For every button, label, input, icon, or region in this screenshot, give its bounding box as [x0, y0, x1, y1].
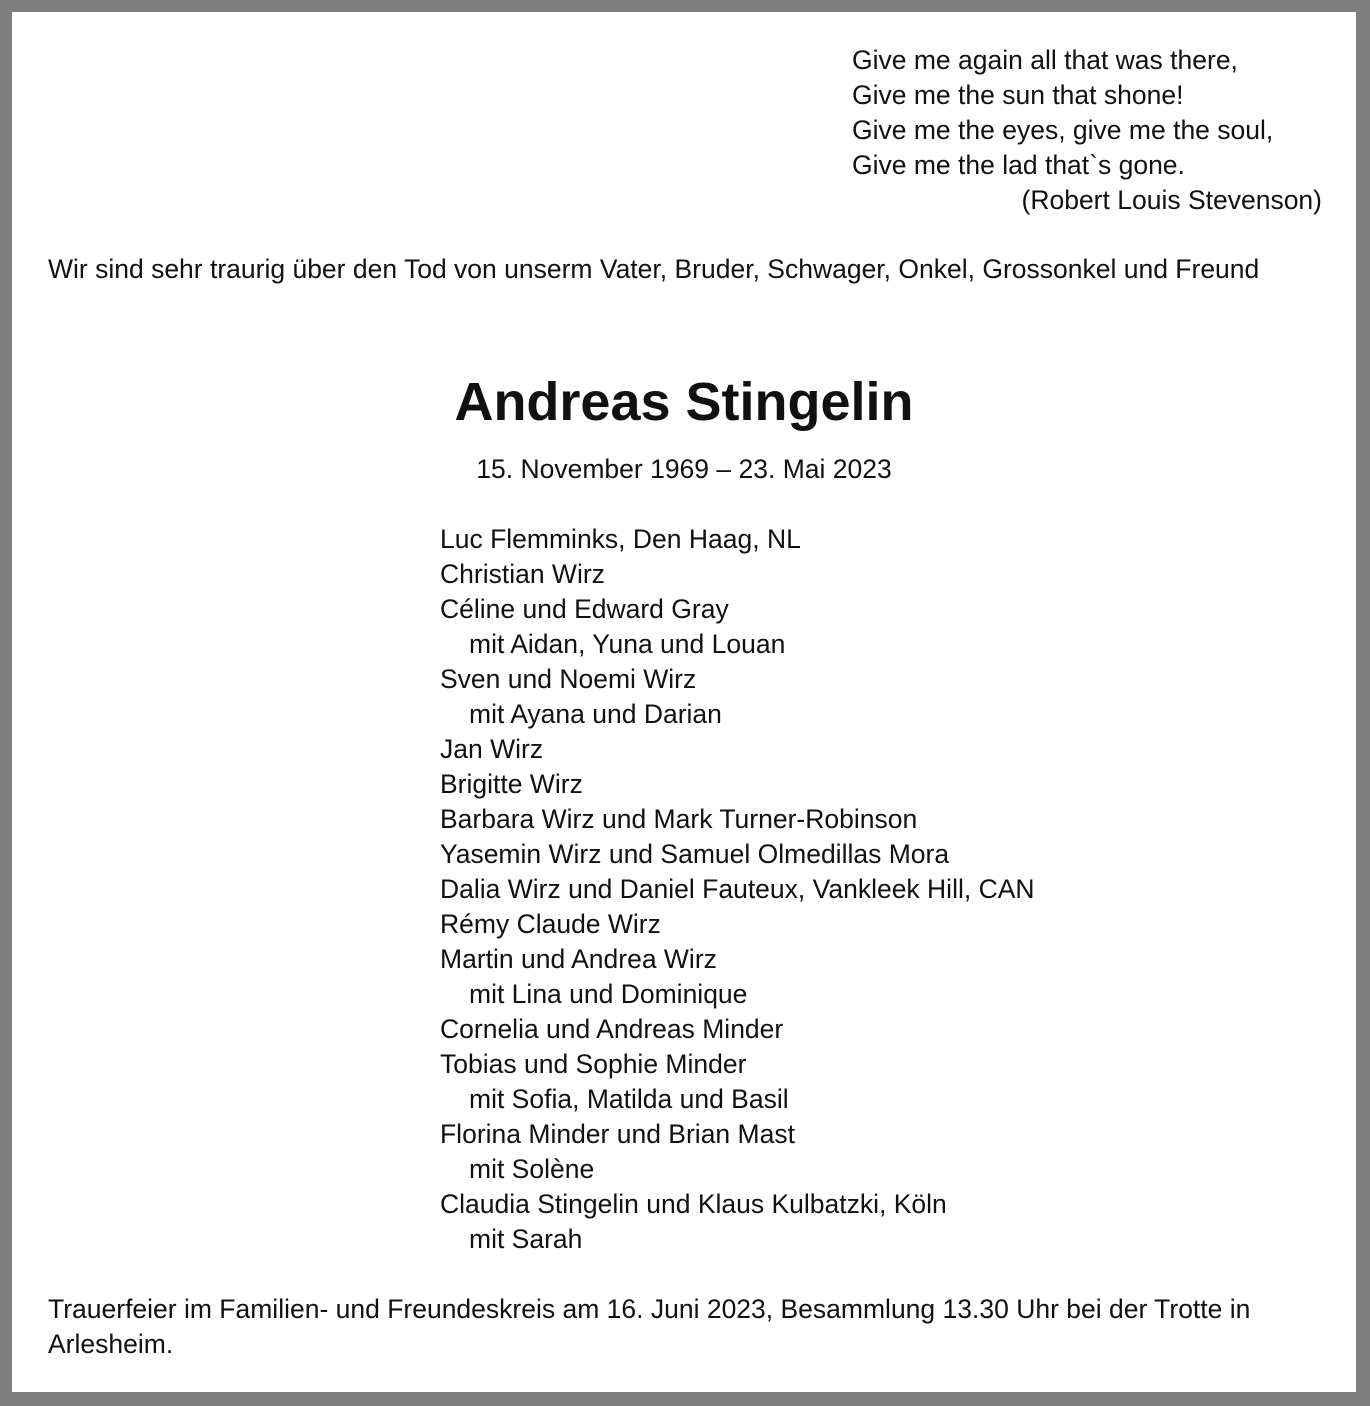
mourner-children: mit Sarah [469, 1224, 583, 1254]
mourner-entry: Jan Wirz [440, 734, 544, 764]
intro-text: Wir sind sehr traurig über den Tod von unserm Vater, Bruder, Schwager, Onkel, Grossonkel und Freund [48, 254, 1260, 284]
mourner-entry: Tobias und Sophie Minder [440, 1049, 747, 1079]
mourner-entry: Florina Minder und Brian Mast [440, 1119, 795, 1149]
mourner-entry: Claudia Stingelin und Klaus Kulbatzki, Köln [440, 1189, 947, 1219]
mourner-entry: Céline und Edward Gray [440, 594, 729, 624]
mourner-entry: Sven und Noemi Wirz [440, 664, 697, 694]
mourner-entry: Dalia Wirz und Daniel Fauteux, Vankleek Hill, CAN [440, 874, 1035, 904]
mourner-entry: Rémy Claude Wirz [440, 909, 661, 939]
obituary-page [12, 12, 1356, 1392]
quote-line: Give me the eyes, give me the soul, [852, 115, 1274, 145]
mourner-entry: Yasemin Wirz und Samuel Olmedillas Mora [440, 839, 950, 869]
mourner-entry: Martin und Andrea Wirz [440, 944, 717, 974]
deceased-name: Andreas Stingelin [454, 372, 914, 432]
mourner-entry: Barbara Wirz und Mark Turner-Robinson [440, 804, 918, 834]
mourner-entry: Luc Flemminks, Den Haag, NL [440, 524, 801, 554]
life-dates: 15. November 1969 – 23. Mai 2023 [476, 454, 892, 484]
mourner-entry: Brigitte Wirz [440, 769, 583, 799]
quote-line: Give me the lad that`s gone. [852, 150, 1185, 180]
mourner-children: mit Solène [469, 1154, 595, 1184]
ceremony-notice: Trauerfeier im Familien- und Freundeskreis am 16. Juni 2023, Besammlung 13.30 Uhr bei der Trotte in Arlesheim. [48, 1294, 1251, 1359]
quote-line: Give me again all that was there, [852, 45, 1238, 75]
mourner-entry: Christian Wirz [440, 559, 605, 589]
mourner-entry: Cornelia und Andreas Minder [440, 1014, 784, 1044]
quote-line: Give me the sun that shone! [852, 80, 1184, 110]
poem-quote [852, 43, 1332, 218]
mourner-children: mit Ayana und Darian [469, 699, 722, 729]
mourner-children: mit Aidan, Yuna und Louan [469, 629, 786, 659]
mourner-children: mit Sofia, Matilda und Basil [469, 1084, 789, 1114]
mourners-list [440, 522, 1320, 1257]
quote-author: (Robert Louis Stevenson) [1021, 185, 1322, 215]
mourner-children: mit Lina und Dominique [469, 979, 748, 1009]
